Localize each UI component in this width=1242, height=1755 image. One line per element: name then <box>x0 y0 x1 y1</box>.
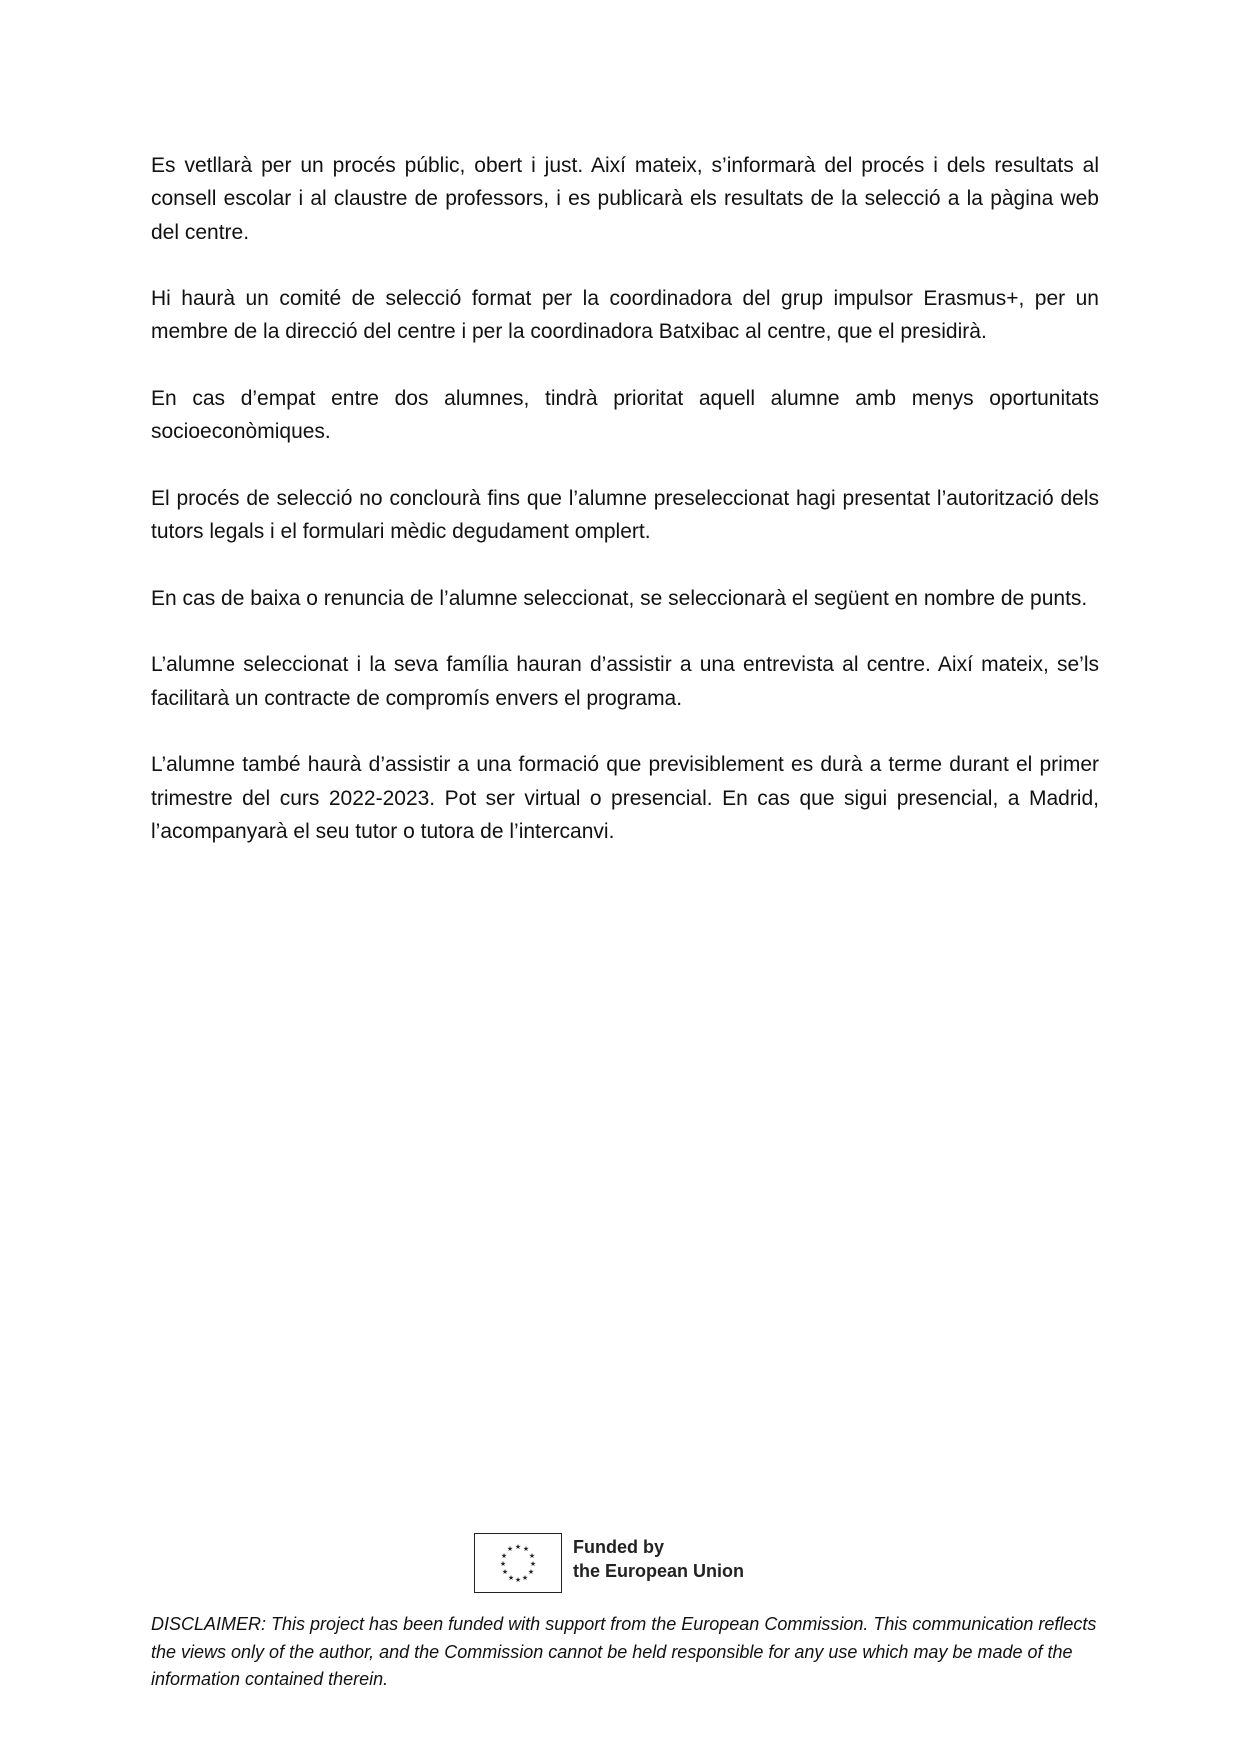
document-body <box>151 149 1099 882</box>
eu-flag-logo <box>474 1533 562 1593</box>
svg-text:★: ★ <box>528 1552 536 1560</box>
funded-by-eu-label <box>573 1535 744 1583</box>
svg-text:★: ★ <box>499 1560 507 1568</box>
svg-text:★: ★ <box>506 1545 514 1553</box>
svg-text:★: ★ <box>522 1545 530 1553</box>
paragraph-public-process: Es vetllarà per un procés públic, obert i just. Així mateix, s’informarà del procés i dels resultats al consell escolar i al claustre de professors, i es publicarà els resultats de la selecció a la pàgina web del centre. <box>151 154 1099 244</box>
svg-text:★: ★ <box>500 1552 508 1560</box>
funded-line-1: Funded by <box>573 1537 664 1557</box>
paragraph-interview: L’alumne seleccionat i la seva família hauran d’assistir a una entrevista al centre. Així mateix, se’ls facilitarà un contracte de compromís envers el programa. <box>151 653 1099 710</box>
svg-text:★: ★ <box>527 1568 535 1576</box>
disclaimer-text: DISCLAIMER: This project has been funded with support from the European Commission. This communication reflects the views only of the author, and the Commission cannot be held responsible for any use which may be made of the information contained therein. <box>151 1614 1097 1689</box>
svg-text:★: ★ <box>529 1560 537 1568</box>
svg-text:★: ★ <box>501 1568 509 1576</box>
svg-text:★: ★ <box>514 1543 522 1551</box>
svg-text:★: ★ <box>521 1574 529 1582</box>
paragraph-training: L’alumne també haurà d’assistir a una formació que previsiblement es durà a terme durant el primer trimestre del curs 2022-2023. Pot ser virtual o presencial. En cas que sigui presencial, a Madrid, l’acompanyarà el seu tutor o tutora de l’intercanvi. <box>151 753 1099 843</box>
svg-text:★: ★ <box>507 1574 515 1582</box>
paragraph-selection-committee: Hi haurà un comité de selecció format per la coordinadora del grup impulsor Erasmus+, per un membre de la direcció del centre i per la coordinadora Batxibac al centre, que el presidirà. <box>151 287 1099 344</box>
paragraph-tie-break: En cas d’empat entre dos alumnes, tindrà prioritat aquell alumne amb menys oportunitats socioeconòmiques. <box>151 387 1099 444</box>
funded-line-2: the European Union <box>573 1561 744 1581</box>
eu-flag-stars-icon <box>495 1540 541 1586</box>
paragraph-withdrawal: En cas de baixa o renuncia de l’alumne seleccionat, se seleccionarà el següent en nombre de punts. <box>151 586 1088 610</box>
svg-text:★: ★ <box>514 1576 522 1584</box>
paragraph-authorization: El procés de selecció no conclourà fins que l’alumne preseleccionat hagi presentat l’autorització dels tutors legals i el formulari mèdic degudament omplert. <box>151 486 1099 544</box>
